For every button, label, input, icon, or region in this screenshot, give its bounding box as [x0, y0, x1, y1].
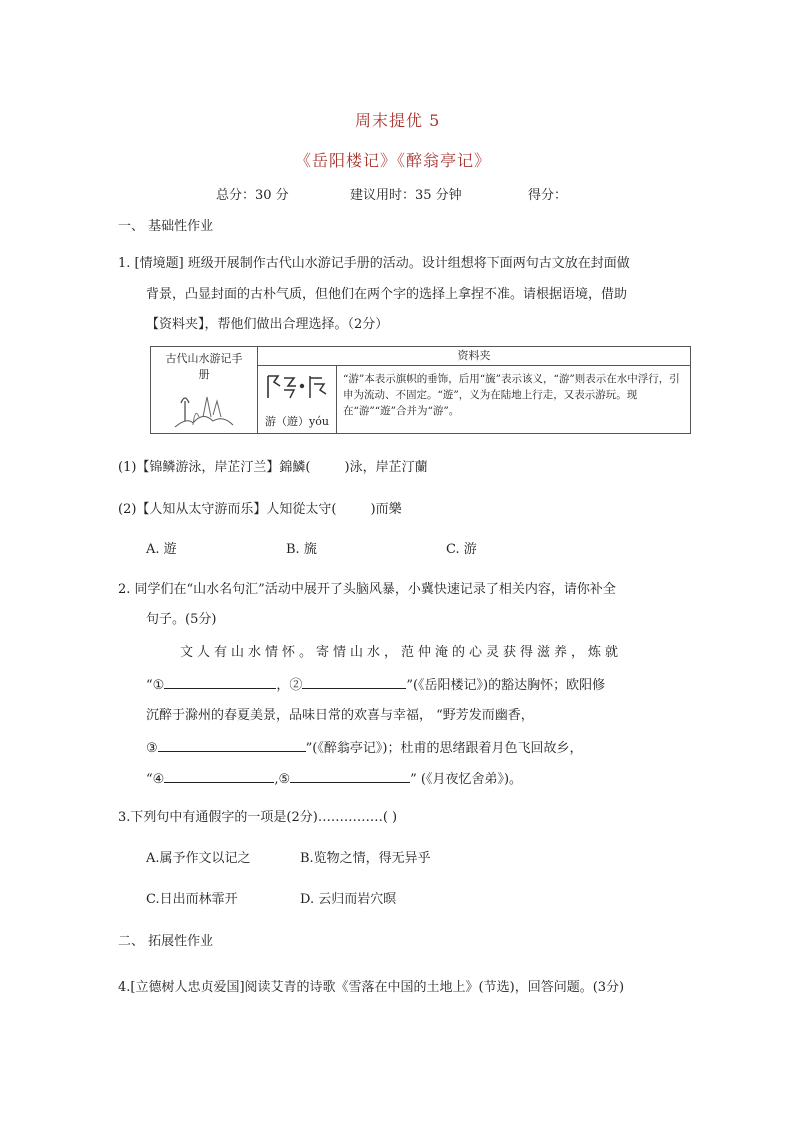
- page-title: 周末提优 5: [355, 111, 441, 130]
- handbook-label: 古代山水游记手册: [165, 352, 243, 381]
- suggested-time: 建议用时：35 分钟: [350, 188, 462, 203]
- sub-question-text: (1)【锦鳞游泳，岸芷汀兰】錦鱗(: [118, 460, 311, 475]
- answer-blank-5[interactable]: [290, 768, 410, 783]
- question-1-line: 1. [情境题] 班级开展制作古代山水游记手册的活动。设计组想将下面两句古文放在封面做: [118, 256, 630, 271]
- option-a: A.属予作文以记之: [146, 851, 251, 866]
- answer-blank-2[interactable]: [302, 674, 406, 689]
- blank-label: ”(《醉翁亭记》)；杜甫的思绪跟着月色飞回故乡，: [305, 741, 583, 756]
- question-2-line: 2. 同学们在“山水名句汇”活动中展开了头脑风暴，小冀快速记录了相关内容，请你补全: [118, 582, 616, 597]
- blank-label: ” (《月夜忆舍弟》)。: [410, 772, 523, 787]
- blank-label: ”(《岳阳楼记》)的豁达胸怀；欧阳修: [406, 678, 606, 693]
- sub-question-text: )泳，岸芷汀蘭: [344, 460, 428, 475]
- passage-line: 沉醉于滁州的春夏美景，品味日常的欢喜与幸福， “野芳发而幽香，: [146, 708, 534, 723]
- question-2-line: 句子。(5分): [146, 612, 217, 627]
- score-field: 得分：: [528, 188, 568, 203]
- question-1-line: 【资料夹】，帮他们做出合理选择。（2分）: [146, 317, 389, 332]
- passage-line: [146, 737, 582, 759]
- sub-question-text: (2)【人知从太守游而乐】人知從太守(: [118, 502, 337, 517]
- option-d: D. 云归而岩穴暝: [300, 892, 397, 907]
- glyph-caption: 游（遊）yóu: [265, 415, 329, 428]
- option-a: A. 遊: [146, 542, 177, 557]
- page-subtitle: 《岳阳楼记》《醉翁亭记》: [295, 151, 492, 170]
- question-1-sub: [118, 458, 428, 478]
- glyph-cell: [258, 366, 337, 433]
- blank-label: ,⑤: [274, 772, 291, 787]
- answer-blank-3[interactable]: [158, 737, 306, 752]
- sub-question-text: )而樂: [370, 502, 402, 517]
- option-c: C.日出而林霏开: [146, 892, 238, 907]
- material-text: “游”本表示旗帜的垂饰，后用“旒”表示该义，“游”则表示在水中浮行，引申为流动、不固定。“遊”，义为在陆地上行走，又表示游玩。现在“游”“遊”合并为“游”。: [343, 373, 680, 417]
- answer-blank-1[interactable]: [164, 674, 276, 689]
- blank-label: ③: [146, 741, 158, 756]
- question-1-line: 背景，凸显封面的古朴气质，但他们在两个字的选择上拿捏不准。请根据语境，借助: [146, 287, 628, 302]
- option-c: C. 游: [446, 542, 477, 557]
- handbook-cell: [151, 347, 258, 433]
- passage-line: [146, 674, 605, 696]
- option-b: B.览物之情，得无异乎: [300, 851, 431, 866]
- blank-label: “④: [146, 772, 165, 787]
- section-heading: 二、 拓展性作业: [118, 934, 214, 949]
- question-1-sub: [118, 500, 402, 520]
- section-heading: 一、 基础性作业: [118, 219, 214, 234]
- blank-label: ，②: [276, 678, 303, 693]
- material-heading: 资料夹: [258, 347, 690, 366]
- question-4-line: 4.[立德树人忠贞爱国]阅读艾青的诗歌《雪落在中国的土地上》(节选)，回答问题。(3分): [118, 980, 625, 995]
- ancient-character-icon: [264, 372, 330, 402]
- question-3-line: 3.下列句中有通假字的一项是(2分)……………( ): [118, 810, 398, 825]
- total-score: 总分：30 分: [216, 188, 289, 203]
- landscape-sketch-icon: [173, 387, 235, 429]
- blank-label: “①: [146, 678, 165, 693]
- material-box: [150, 346, 691, 434]
- passage-line: 文人有山水情怀。寄情山水，范仲淹的心灵获得滋养，炼就: [180, 645, 623, 660]
- option-b: B. 旒: [286, 542, 317, 557]
- answer-blank-4[interactable]: [164, 768, 274, 783]
- passage-line: [146, 768, 522, 790]
